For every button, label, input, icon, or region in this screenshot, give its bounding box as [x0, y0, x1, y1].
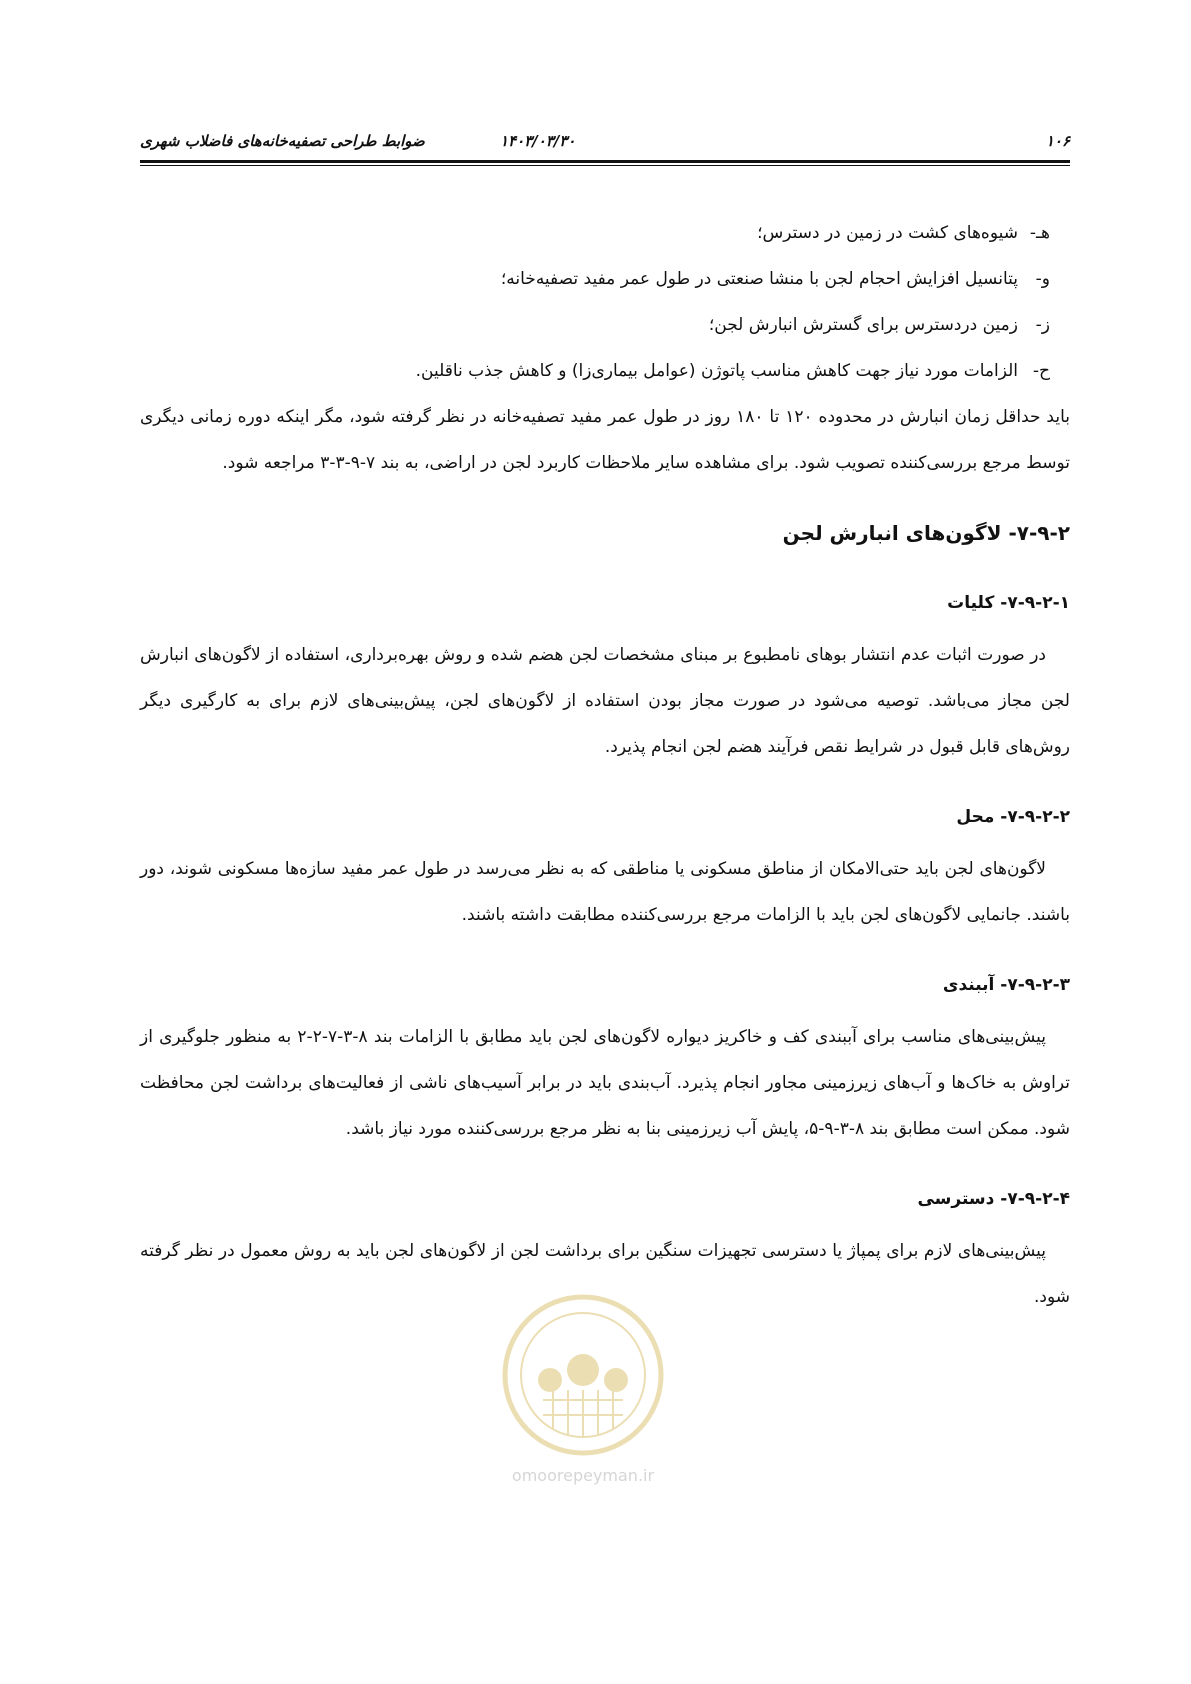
list-item: [140, 210, 1070, 256]
document-date: ۱۴۰۳/۰۳/۳۰: [500, 132, 576, 150]
list-marker: ح-: [1032, 361, 1050, 381]
list-item-text: زمین دردسترس برای گسترش انبارش لجن؛: [708, 315, 1018, 335]
subsection-text-general: در صورت اثبات عدم انتشار بوهای نامطبوع بر مبنای مشخصات لجن هضم شده و روش بهره‌برداری، استفاده از لاگون‌های انبارش لجن مجاز می‌باشد. توصیه می‌شود در صورت مجاز بودن استفاده از لاگون‌های لجن، پیش‌بینی‌های لازم برای به کارگیری دیگر روش‌های قابل قبول در شرایط نقص فرآیند هضم لجن انجام پذیرد.: [140, 645, 1070, 757]
list-item-text: پتانسیل افزایش احجام لجن با منشا صنعتی در طول عمر مفید تصفیه‌خانه؛: [500, 269, 1018, 289]
list-item: [140, 348, 1070, 394]
subsection-heading-general: ۷-۹-۲-۱- کلیات: [947, 593, 1070, 613]
subsection-heading-location: ۷-۹-۲-۲- محل: [956, 807, 1070, 827]
subsection-text-sealing: پیش‌بینی‌های مناسب برای آببندی کف و خاکریز دیواره لاگون‌های لجن باید مطابق با الزامات بند ۸-۳-۷-۲-۲ به منظور جلوگیری از تراوش به خاک‌ها و آب‌های زیرزمینی مجاور انجام پذیرد. آب‌بندی باید در برابر آسیب‌های ناشی از فعالیت‌های برداشت لجن محافظت شود. ممکن است مطابق بند ۸-۳-۹-۵، پایش آب زیرزمینی بنا به نظر مرجع بررسی‌کننده مورد نیاز باشد.: [140, 1027, 1070, 1139]
list-marker: و-: [1035, 269, 1050, 289]
list-marker: هـ-: [1029, 223, 1050, 243]
list-item: [140, 256, 1070, 302]
page-content: [140, 210, 1070, 1320]
watermark-url: omoorepeyman.ir: [511, 1466, 655, 1485]
header-rule: [140, 160, 1070, 166]
subsection-heading-access: ۷-۹-۲-۴- دسترسی: [917, 1189, 1070, 1209]
list-item-text: الزامات مورد نیاز جهت کاهش مناسب پاتوژن (عوامل بیماری‌زا) و کاهش جذب ناقلین.: [415, 361, 1018, 381]
subsection-heading-sealing: ۷-۹-۲-۳- آببندی: [942, 975, 1070, 995]
subsection-text-location: لاگون‌های لجن باید حتی‌الامکان از مناطق مسکونی یا مناطقی که به نظر می‌رسد در طول عمر مفید سازه‌ها مسکونی شوند، دور باشند. جانمایی لاگون‌های لجن باید با الزامات مرجع بررسی‌کننده مطابقت داشته باشند.: [140, 859, 1070, 925]
list-item: [140, 302, 1070, 348]
document-title: ضوابط طراحی تصفیه‌خانه‌های فاضلاب شهری: [140, 132, 425, 150]
criteria-list: [140, 210, 1070, 394]
watermark-logo: [488, 1290, 678, 1500]
section-heading: ۷-۹-۲- لاگون‌های انبارش لجن: [782, 521, 1070, 545]
page-number: ۱۰۶: [1045, 132, 1070, 150]
list-marker: ز-: [1035, 315, 1050, 335]
subsection-text-access: پیش‌بینی‌های لازم برای پمپاژ یا دسترسی تجهیزات سنگین برای برداشت لجن از لاگون‌های لجن باید به روش معمول در نظر گرفته شود.: [140, 1241, 1070, 1307]
page-header: [140, 124, 1070, 164]
intro-paragraph: باید حداقل زمان انبارش در محدوده ۱۲۰ تا ۱۸۰ روز در طول عمر مفید تصفیه‌خانه در نظر گرفته شود، مگر اینکه دوره زمانی دیگری توسط مرجع بررسی‌کننده تصویب شود. برای مشاهده سایر ملاحظات کاربرد لجن در اراضی، به بند ۷-۹-۳-۳ مراجعه شود.: [140, 407, 1071, 473]
list-item-text: شیوه‌های کشت در زمین در دسترس؛: [757, 223, 1018, 243]
